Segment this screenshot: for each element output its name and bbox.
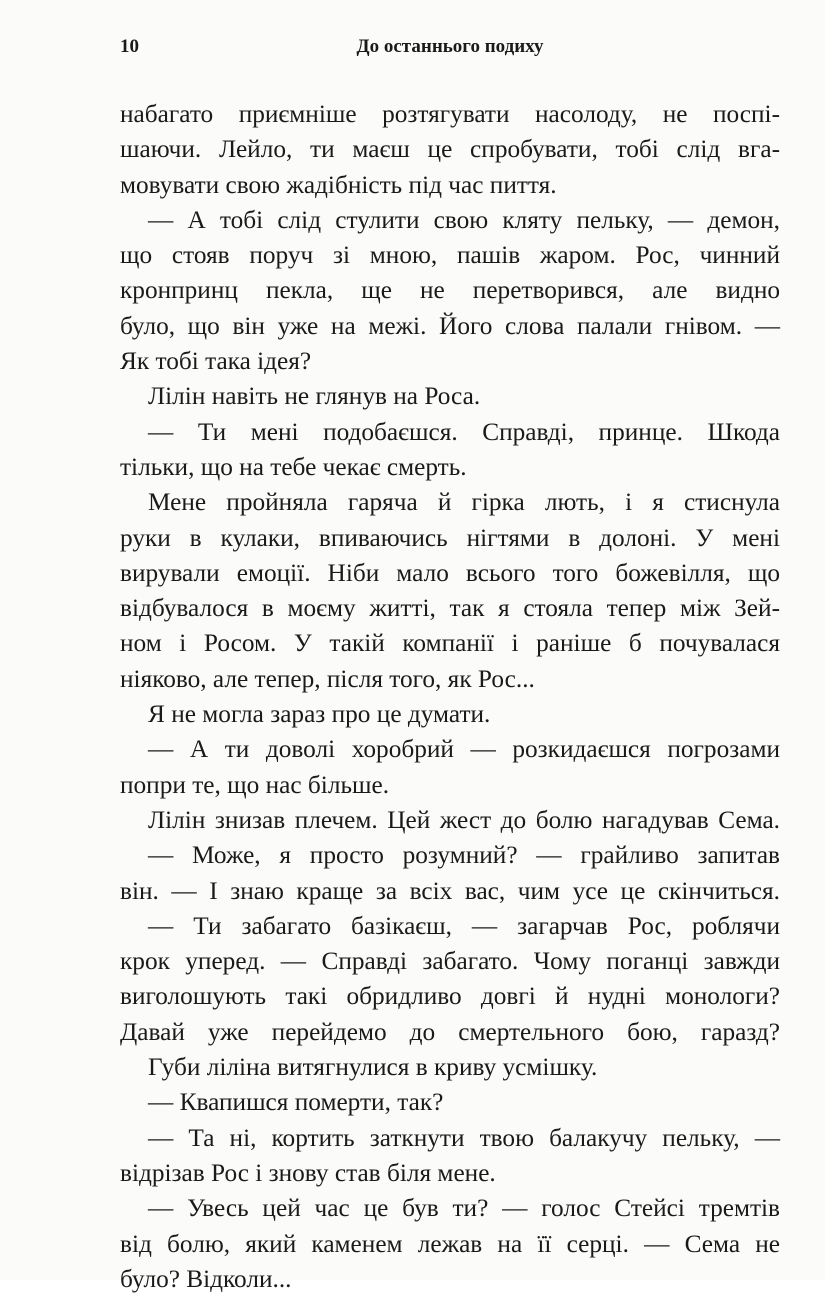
text-line: вирували емоції. Ніби мало всього того божевілля, що bbox=[120, 558, 780, 587]
page-body-text bbox=[120, 97, 780, 1297]
text-line: Мене пройняла гаряча й гірка лють, і я стиснула bbox=[148, 488, 780, 517]
text-line: Давай уже перейдемо до смертельного бою, гаразд? bbox=[120, 1017, 780, 1046]
text-line: — Та ні, кортить заткнути твою балакучу пельку, — bbox=[148, 1123, 780, 1152]
text-line: виголошують такі обридливо довгі й нудні монологи? bbox=[120, 982, 780, 1011]
text-line: Губи ліліна витягнулися в криву усмішку. bbox=[148, 1053, 598, 1082]
text-line: Лілін знизав плечем. Цей жест до болю нагадував Сема. bbox=[148, 805, 780, 834]
text-line: було, що він уже на межі. Його слова палали гнівом. — bbox=[120, 311, 780, 340]
text-line: — А тобі слід стулити свою кляту пельку, — демон, bbox=[148, 205, 780, 234]
text-line: відбувалося в моєму житті, так я стояла тепер між Зей- bbox=[120, 594, 780, 623]
text-line: Як тобі така ідея? bbox=[120, 347, 312, 376]
text-line: кронпринц пекла, ще не перетворився, але видно bbox=[120, 276, 780, 305]
text-line: від болю, який каменем лежав на її серці. — Сема не bbox=[120, 1229, 780, 1258]
text-line: Лілін навіть не глянув на Роса. bbox=[148, 382, 481, 411]
text-line: — Квапишся померти, так? bbox=[148, 1088, 444, 1117]
text-line: попри те, що нас більше. bbox=[120, 770, 390, 799]
text-line: що стояв поруч зі мною, пашів жаром. Рос, чинний bbox=[120, 241, 780, 270]
text-line: ніяково, але тепер, після того, як Рос... bbox=[120, 664, 535, 693]
text-line: тільки, що на тебе чекає смерть. bbox=[120, 452, 467, 481]
text-line: руки в кулаки, впиваючись нігтями в долоні. У мені bbox=[120, 523, 780, 552]
text-line: мовувати свою жадібність під час пиття. bbox=[120, 170, 557, 199]
text-line: Я не могла зараз про це думати. bbox=[148, 700, 491, 729]
text-line: — Ти мені подобаєшся. Справді, принце. Шкода bbox=[148, 417, 780, 446]
text-line: — Ти забагато базікаєш, — загарчав Рос, роблячи bbox=[148, 911, 780, 940]
text-line: — А ти доволі хоробрий — розкидаєшся погрозами bbox=[148, 735, 780, 764]
text-line: — Може, я просто розумний? — грайливо запитав bbox=[148, 841, 780, 870]
running-header bbox=[120, 36, 780, 60]
text-line: крок уперед. — Справді забагато. Чому поганці завжди bbox=[120, 947, 780, 976]
page-number: 10 bbox=[120, 36, 139, 57]
text-line: — Увесь цей час це був ти? — голос Стейсі тремтів bbox=[148, 1194, 780, 1223]
text-line: набагато приємніше розтягувати насолоду, не поспі- bbox=[120, 100, 780, 128]
text-line: відрізав Рос і знову став біля мене. bbox=[120, 1158, 496, 1187]
text-line: шаючи. Лейло, ти маєш це спробувати, тобі слід вга- bbox=[120, 135, 780, 164]
book-title: До останнього подиху bbox=[356, 36, 544, 57]
text-line: ном і Росом. У такій компанії і раніше б почувалася bbox=[120, 629, 780, 658]
text-line: він. — І знаю краще за всіх вас, чим усе це скінчиться. bbox=[120, 876, 780, 905]
text-line: було? Відколи... bbox=[120, 1264, 292, 1293]
